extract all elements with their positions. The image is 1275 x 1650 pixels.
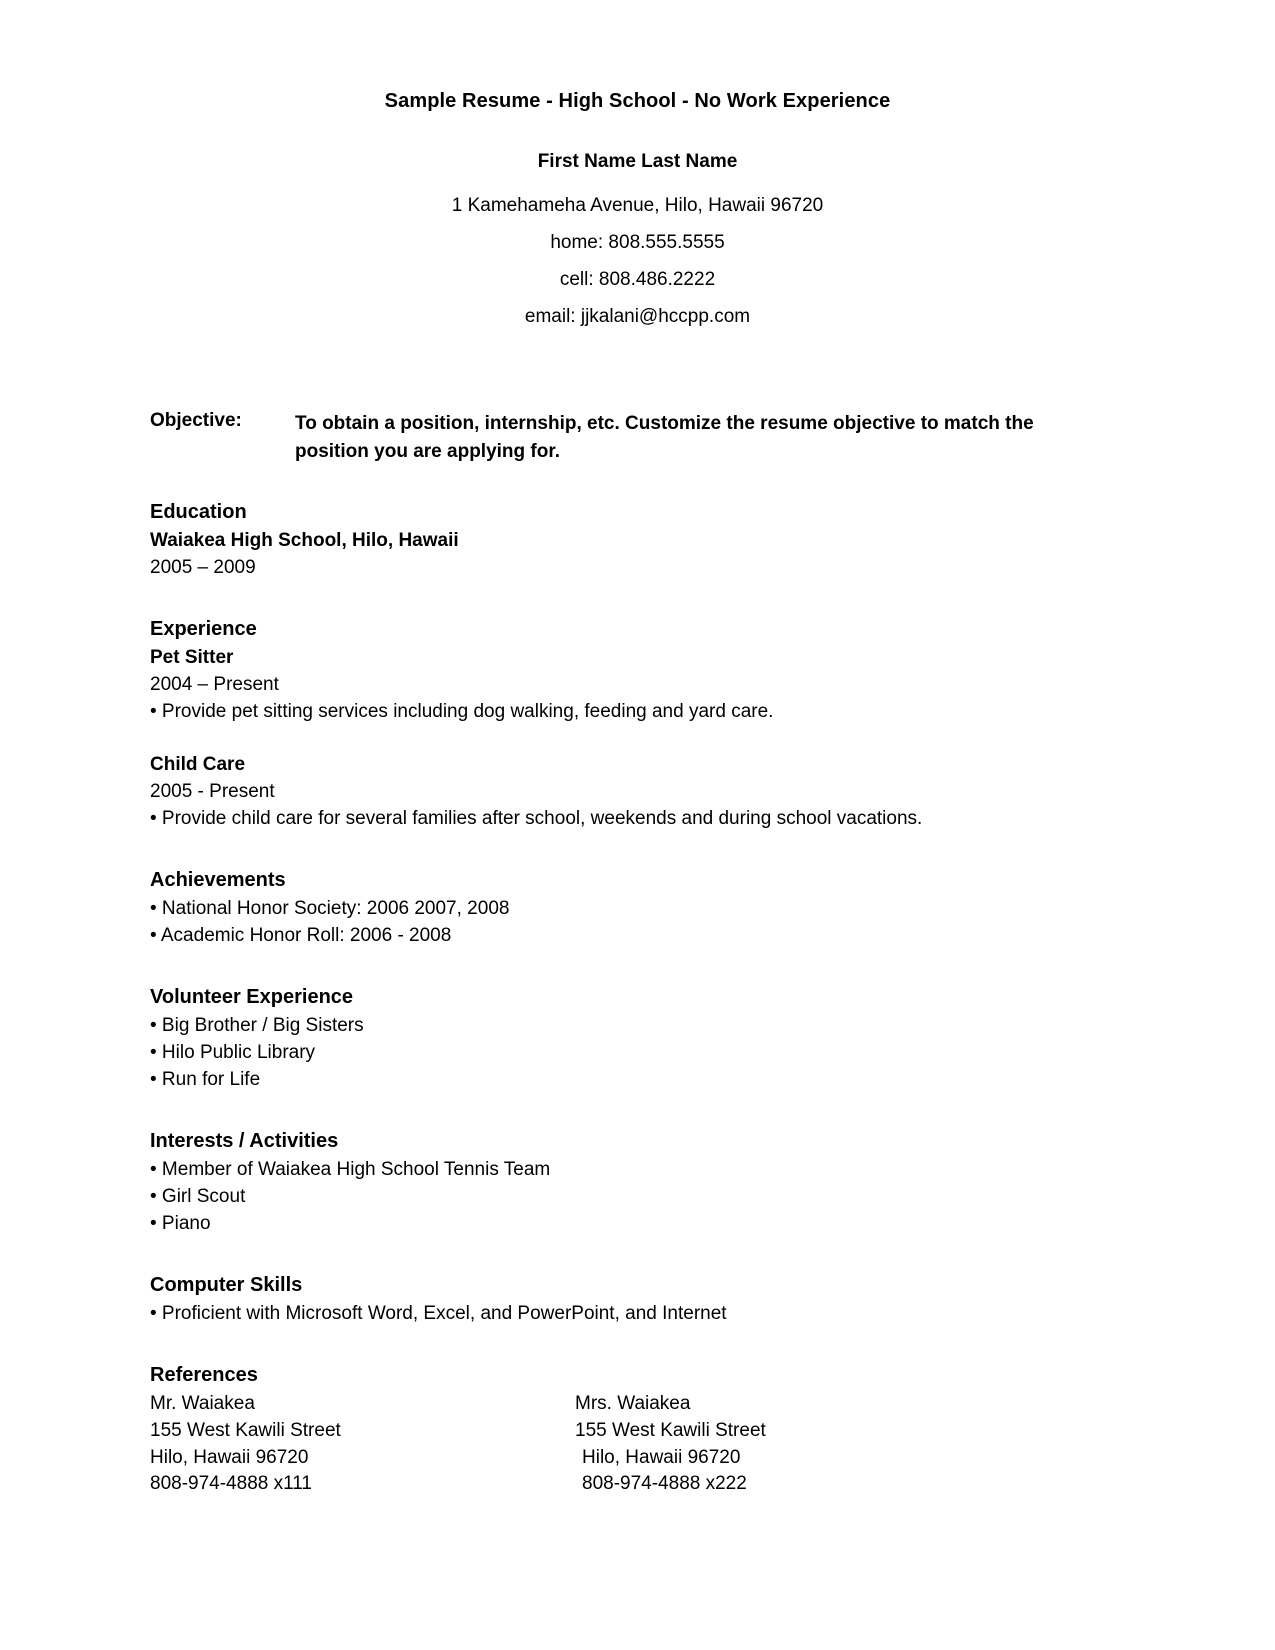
achievements-section (150, 869, 1125, 950)
objective-rest: Customize the resume objective to match the position you are applying for. (295, 413, 1034, 462)
reference-entry-right (570, 1391, 995, 1499)
volunteer-heading: Volunteer Experience (150, 985, 354, 1008)
job-dates: 2005 - Present (150, 780, 275, 802)
list-item: • Piano (150, 1212, 211, 1234)
list-item: • Run for Life (150, 1068, 261, 1090)
list-item: • National Honor Society: 2006 2007, 2008 (150, 897, 510, 919)
reference-phone: 808-974-4888 x222 (582, 1473, 747, 1495)
reference-entry-left (150, 1391, 570, 1499)
interests-section (150, 1130, 1125, 1238)
references-heading: References (150, 1363, 258, 1386)
reference-street: 155 West Kawili Street (575, 1419, 766, 1441)
contact-address: 1 Kamehameha Avenue, Hilo, Hawaii 96720 (451, 195, 824, 216)
reference-phone: 808-974-4888 x111 (150, 1473, 312, 1495)
references-columns (150, 1391, 1125, 1499)
job-title: Pet Sitter (150, 647, 234, 669)
objective-lead: To obtain a position, internship, etc. (295, 413, 626, 434)
reference-street: 155 West Kawili Street (150, 1419, 341, 1441)
contact-home-phone: home: 808.555.5555 (550, 232, 725, 253)
computer-skills-section (150, 1274, 1125, 1328)
list-item: • Academic Honor Roll: 2006 - 2008 (150, 924, 452, 946)
list-item: • Girl Scout (150, 1185, 246, 1207)
experience-section (150, 618, 1125, 833)
reference-city: Hilo, Hawaii 96720 (582, 1446, 741, 1468)
education-section (150, 501, 1125, 582)
job-title: Child Care (150, 753, 246, 775)
applicant-name: First Name Last Name (537, 151, 738, 172)
reference-name: Mrs. Waiakea (575, 1392, 691, 1414)
objective-text (295, 410, 1040, 465)
job-bullet: • Provide child care for several families after school, weekends and during school vacations. (150, 807, 923, 829)
experience-heading: Experience (150, 618, 257, 641)
volunteer-section (150, 986, 1125, 1094)
education-school: Waiakea High School, Hilo, Hawaii (150, 530, 459, 552)
list-item: • Proficient with Microsoft Word, Excel, and PowerPoint, and Internet (150, 1302, 727, 1324)
reference-city: Hilo, Hawaii 96720 (150, 1446, 309, 1468)
reference-name: Mr. Waiakea (150, 1392, 255, 1414)
list-item: • Member of Waiakea High School Tennis Team (150, 1158, 551, 1180)
computer-skills-heading: Computer Skills (150, 1273, 303, 1296)
list-item: • Big Brother / Big Sisters (150, 1014, 364, 1036)
experience-job (150, 645, 1125, 726)
references-section (150, 1364, 1125, 1499)
experience-job (150, 752, 1125, 833)
page-title: Sample Resume - High School - No Work Experience (384, 90, 891, 112)
education-dates: 2005 – 2009 (150, 557, 256, 579)
job-bullet: • Provide pet sitting services including dog walking, feeding and yard care. (150, 700, 774, 722)
objective-label: Objective: (150, 410, 242, 431)
objective-section (150, 410, 1125, 465)
contact-cell-phone: cell: 808.486.2222 (559, 269, 716, 290)
education-heading: Education (150, 501, 247, 524)
job-dates: 2004 – Present (150, 674, 279, 695)
contact-email: email: jjkalani@hccpp.com (524, 306, 751, 327)
list-item: • Hilo Public Library (150, 1041, 316, 1063)
interests-heading: Interests / Activities (150, 1129, 339, 1152)
achievements-heading: Achievements (150, 868, 286, 891)
